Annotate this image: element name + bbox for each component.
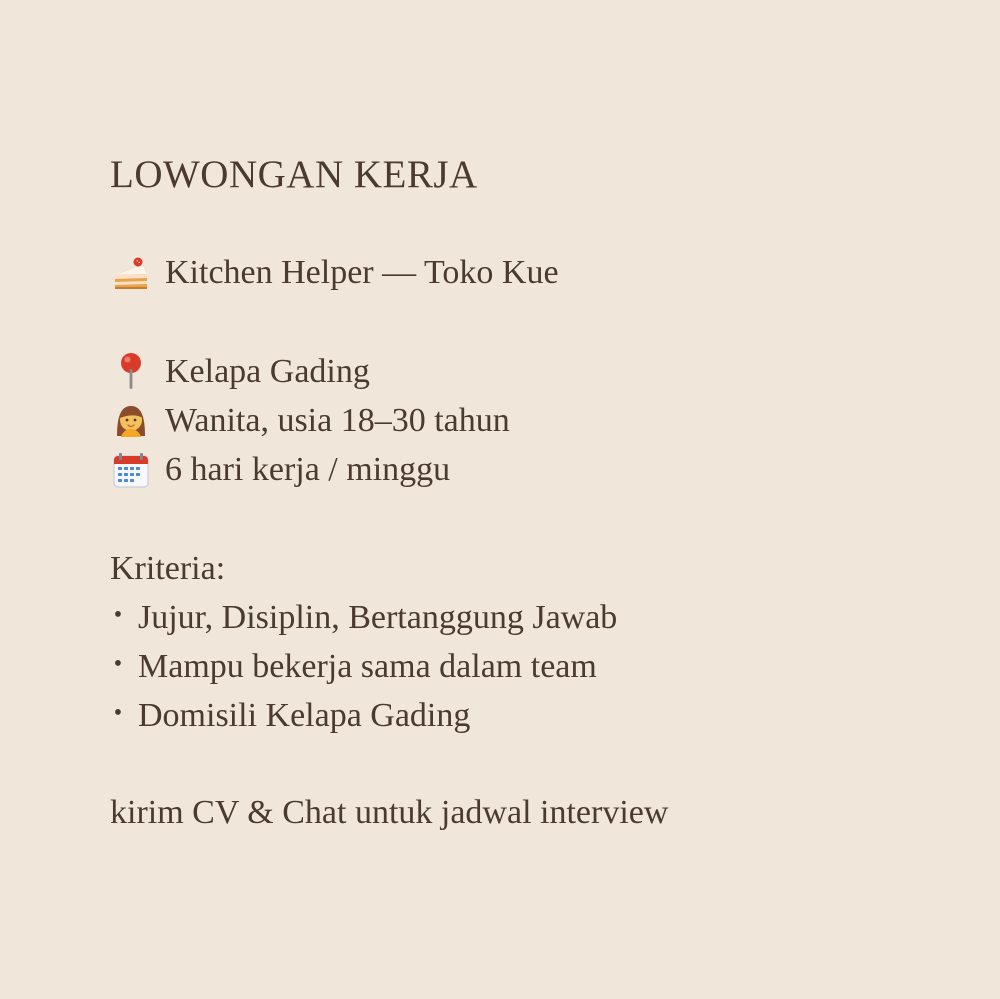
woman-icon [110, 400, 152, 442]
schedule-text: 6 hari kerja / minggu [165, 451, 451, 488]
schedule-line [110, 445, 950, 494]
criteria-label: Kriteria: [110, 550, 226, 587]
location-pin-icon [110, 351, 152, 393]
calendar-icon [110, 449, 152, 491]
requirement-text: Wanita, usia 18–30 tahun [165, 402, 510, 439]
job-title: Kitchen Helper — Toko Kue [165, 254, 559, 291]
job-title-line [110, 248, 950, 297]
footer-call-to-action: kirim CV & Chat untuk jadwal interview [110, 794, 669, 831]
criteria-item-text: Mampu bekerja sama dalam team [138, 648, 597, 685]
section-spacer [110, 297, 950, 347]
location-line [110, 347, 950, 396]
criteria-heading [110, 544, 950, 593]
criteria-item [110, 691, 950, 740]
location-text: Kelapa Gading [165, 353, 370, 390]
criteria-item-text: Jujur, Disiplin, Bertanggung Jawab [138, 599, 618, 636]
bullet: • [113, 602, 123, 628]
section-spacer [110, 494, 950, 544]
bullet: • [113, 651, 123, 677]
criteria-item [110, 642, 950, 691]
requirement-line [110, 396, 950, 445]
criteria-item-text: Domisili Kelapa Gading [138, 697, 471, 734]
page-title: LOWONGAN KERJA [110, 153, 478, 196]
bullet: • [113, 700, 123, 726]
posting-content [110, 150, 950, 837]
criteria-item [110, 593, 950, 642]
cake-slice-icon [110, 252, 152, 294]
